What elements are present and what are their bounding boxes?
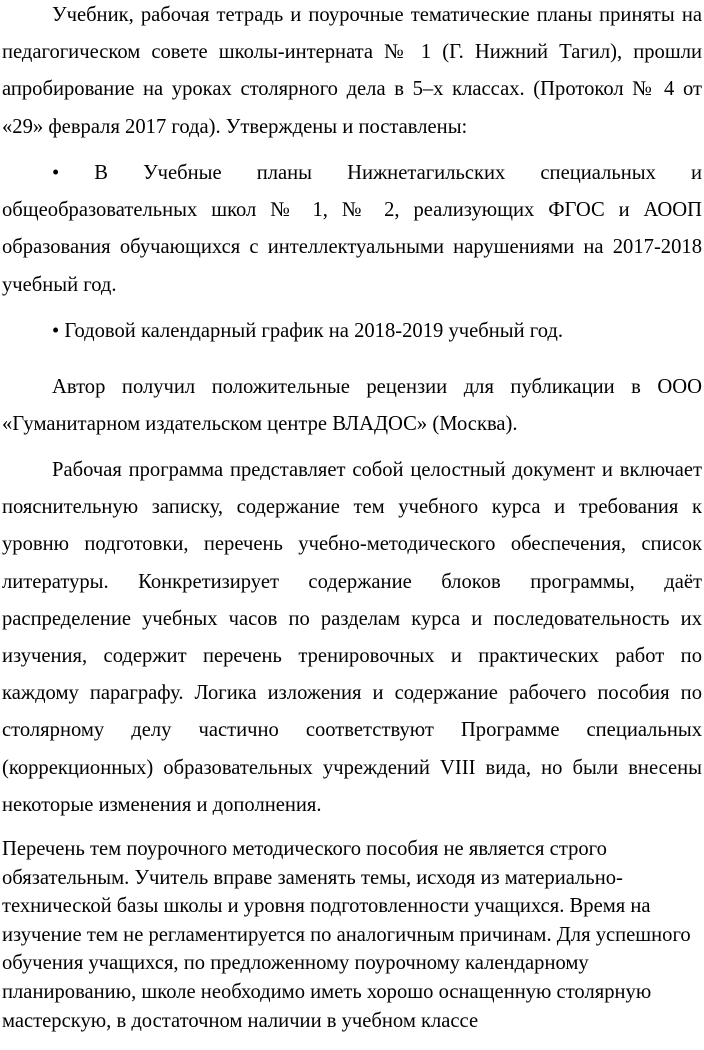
paragraph-approval: Учебник, рабочая тетрадь и поурочные тематические планы приняты на педагогическом совете школы-интерната № 1 (Г. Нижний Тагил), прошли апробирование на уроках столярного дела в 5–х классах. (Протокол № 4 от «29» февраля 2017 года). Утверждены и поставлены: — [2, 4, 702, 138]
paragraph-bullet-curricula: • В Учебные планы Нижнетагильских специальных и общеобразовательных школ № 1, № 2, реализующих ФГОС и АООП образования обучающихся с интеллектуальными нарушениями на 2017-2018 учебный год. — [2, 162, 702, 296]
paragraph-program-description: Рабочая программа представляет собой целостный документ и включает пояснительную записку, содержание тем учебного курса и требования к уровню подготовки, перечень учебно-методического обеспечения, список литературы. Конкретизирует содержание блоков программы, даёт распределение учебных часов по разделам курса и последовательность их изучения, содержит перечень тренировочных и практических работ по каждому параграфу. Логика изложения и содержание рабочего пособия по столярному делу частично соответствуют Программе специальных (коррекционных) образовательных учреждений VIII вида, но были внесены некоторые изменения и дополнения. — [2, 459, 702, 816]
paragraph-reviews: Автор получил положительные рецензии для публикации в ООО «Гуманитарном издательском центре ВЛАДОС» (Москва). — [2, 376, 702, 436]
paragraph-bullet-schedule: • Годовой календарный график на 2018-2019 учебный год. — [52, 320, 564, 342]
paragraph-topics-list: Перечень тем поурочного методического пособия не является строго обязательным. Учитель вправе заменять темы, исходя из материально-технической базы школы и уровня подготовленности учащихся. Время на изучение тем не регламентируется по аналогичным причинам. Для успешного обучения учащихся, по предложенному поурочному календарному планированию, школе необходимо иметь хорошо оснащенную столярную мастерскую, в достаточном наличии в учебном классе — [2, 838, 691, 1032]
